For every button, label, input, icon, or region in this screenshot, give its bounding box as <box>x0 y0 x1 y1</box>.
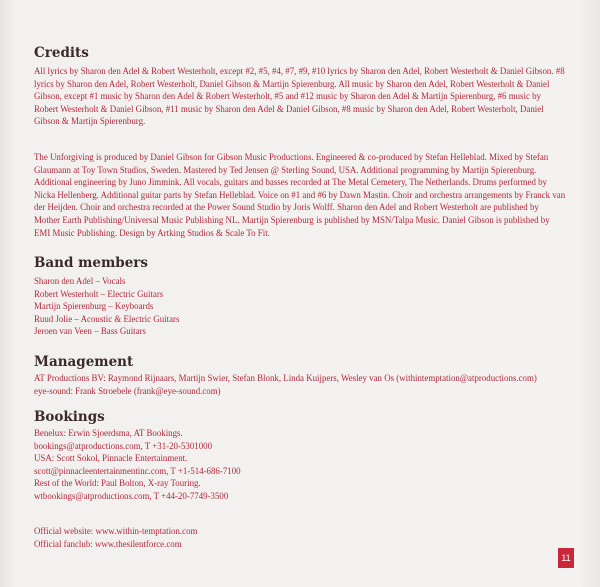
band-member: Sharon den Adel – Vocals <box>34 276 126 286</box>
credits-heading: Credits <box>34 45 89 61</box>
credits-production-paragraph: The Unforgiving is produced by Daniel Gibson for Gibson Music Productions. Engineered & co-produced by Stefan Helleblad. Mixed by Stefan Glaumann at Toy Town Studios, Sweden. Mastered by Ted Jensen @ Sterling Sound, USA. Additional programming by Martijn Spierenburg. Additional engineering by Juno Jimmink. All vocals, guitars and basses recorded at The Metal Cemetery, The Netherlands. Drums performed by Nicka Hellenberg. Additional guitar parts by Stefan Helleblad. Voice on #1 and #6 by Dawn Mastin. Choir and orchestra arrangements by Franck van der Heijden. Choir and orchestra recorded at the Power Sound Studio by Joris Wolff. Sharon den Adel and Robert Westerholt are published by Mother Earth Publishing/Universal Music Publishing NL. Martijn Spierenburg is published by MSN/Talpa Music. Daniel Gibson is published by EMI Music Publishing. Design by Artking Studios & Scale To Fit. <box>34 152 566 238</box>
band-member: Robert Westerholt – Electric Guitars <box>34 288 164 299</box>
management-line: AT Productions BV: Raymond Rijnaars, Martijn Swier, Stefan Blonk, Linda Kuijpers, Wesley van Os (withintemptation@atproductions.com) <box>34 373 537 383</box>
bookings-list <box>34 427 241 503</box>
page-number-badge: 11 <box>558 548 574 568</box>
band-member: Martijn Spierenburg – Keyboards <box>34 301 154 312</box>
official-website-line: Official website: www.within-temptation.com <box>34 526 198 536</box>
management-heading: Management <box>34 354 134 370</box>
bookings-line: scott@pinnacleentertainmentinc.com, T +1-514-686-7100 <box>34 465 241 476</box>
band-member: Ruud Jolie – Acoustic & Electric Guitars <box>34 313 180 324</box>
credits-lyrics-music-paragraph: All lyrics by Sharon den Adel & Robert Westerholt, except #2, #5, #4, #7, #9, #10 lyrics by Sharon den Adel, Robert Westerholt & Daniel Gibson. #8 lyrics by Sharon den Adel, Robert Westerholt, Daniel Gibson & Martijn Spierenburg. All music by Sharon den Adel, Robert Westerholt & Daniel Gibson, except #1 music by Sharon den Adel & Robert Westerholt, #5 and #12 music by Sharon den Adel & Martijn Spierenburg, #6 music by Robert Westerholt & Daniel Gibson, #11 music by Sharon den Adel & Daniel Gibson, #8 music by Sharon den Adel, Robert Westerholt, Daniel Gibson & Martijn Spierenburg. <box>34 66 565 127</box>
bookings-line: wtbookings@atproductions.com, T +44-20-7749-3500 <box>34 490 229 501</box>
bookings-heading: Bookings <box>34 409 105 425</box>
bookings-line: USA: Scott Sokol, Pinnacle Entertainment. <box>34 453 188 464</box>
management-line: eye-sound: Frank Stroebele (frank@eye-sound.com) <box>34 386 221 396</box>
bookings-line: bookings@atproductions.com, T +31-20-5301000 <box>34 440 213 451</box>
bookings-line: Benelux: Erwin Sjoerdsma, AT Bookings. <box>34 428 183 438</box>
band-members-heading: Band members <box>34 255 149 271</box>
band-member: Jeroen van Veen – Bass Guitars <box>34 326 146 337</box>
bookings-line: Rest of the World: Paul Bolton, X-ray Touring. <box>34 478 201 489</box>
official-fanclub-line: Official fanclub: www.thesilentforce.com <box>34 539 182 549</box>
band-members-list <box>34 275 179 338</box>
